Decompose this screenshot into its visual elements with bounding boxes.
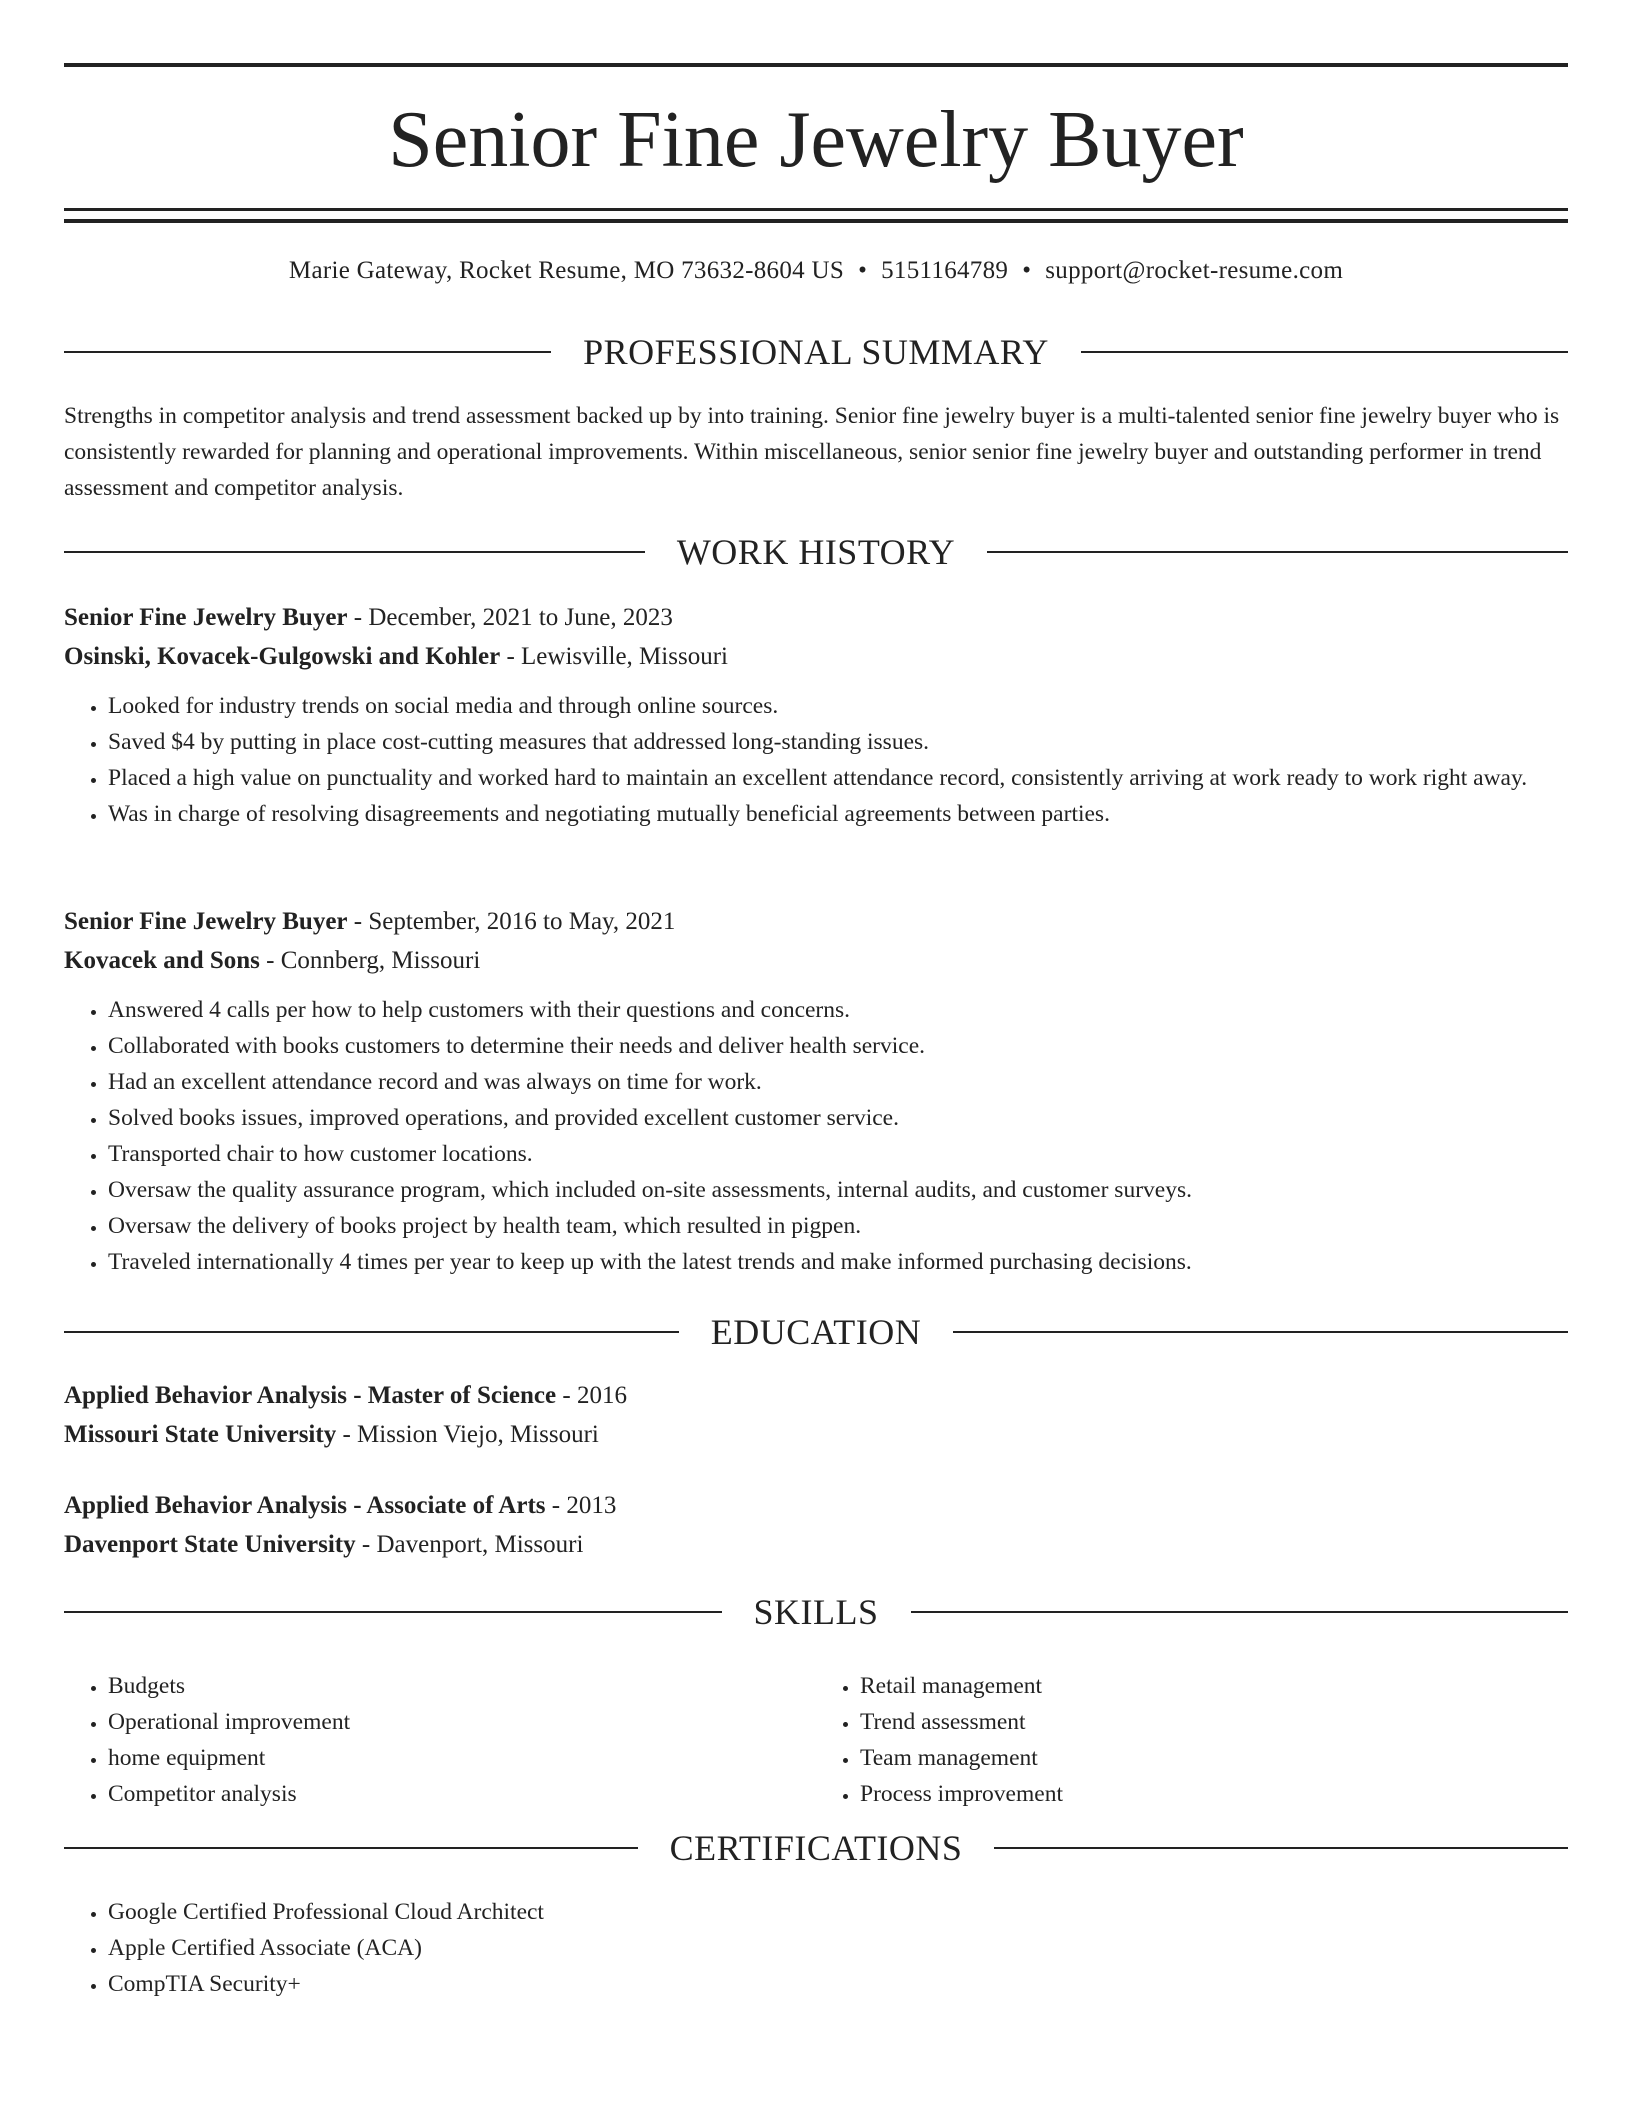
job-title: Senior Fine Jewelry Buyer <box>64 908 348 935</box>
education-school: Davenport State University <box>64 1531 356 1558</box>
job-dates: - September, 2016 to May, 2021 <box>347 908 676 935</box>
education-school: Missouri State University <box>64 1421 337 1448</box>
heading-rule <box>64 1331 679 1333</box>
list-item: • Collaborated with books customers to determine their needs and deliver health service. <box>108 1028 1568 1064</box>
list-item: • Oversaw the quality assurance program, which included on-site assessments, internal audits, and customer surveys. <box>108 1172 1568 1208</box>
education-school-row <box>64 1525 1568 1564</box>
list-item: • home equipment <box>108 1740 816 1776</box>
contact-address: Marie Gateway, Rocket Resume, MO 73632-8604 US <box>288 257 845 284</box>
section-heading-certifications <box>64 1826 1568 1870</box>
job-company: Kovacek and Sons <box>64 947 260 974</box>
list-item: • Placed a high value on punctuality and worked hard to maintain an excellent attendance record, consistently arriving at work ready to work right away. <box>108 760 1568 796</box>
heading-rule <box>64 351 551 353</box>
job-company: Osinski, Kovacek-Gulgowski and Kohler <box>64 643 501 670</box>
job-title: Senior Fine Jewelry Buyer <box>64 604 348 631</box>
list-item: • Process improvement <box>860 1776 1568 1812</box>
education-degree: Applied Behavior Analysis - Associate of Arts <box>64 1492 546 1519</box>
heading-rule <box>987 551 1568 553</box>
job-company-row <box>64 941 1568 980</box>
title-double-rule <box>64 208 1568 223</box>
certifications-list <box>64 1894 1568 2002</box>
skills-list-left <box>64 1668 816 1812</box>
contact-line <box>64 254 1568 288</box>
list-item: • Team management <box>860 1740 1568 1776</box>
heading-rule <box>64 1847 638 1849</box>
list-item: • Looked for industry trends on social media and through online sources. <box>108 688 1568 724</box>
job-company-row <box>64 637 1568 676</box>
education-location: - Mission Viejo, Missouri <box>336 1421 599 1448</box>
certifications-block <box>64 1894 1568 2002</box>
list-item: • Had an excellent attendance record and was always on time for work. <box>108 1064 1568 1100</box>
section-heading-work-history <box>64 530 1568 574</box>
section-heading-label: PROFESSIONAL SUMMARY <box>583 332 1049 372</box>
heading-rule <box>1081 351 1568 353</box>
list-item: • Traveled internationally 4 times per year to keep up with the latest trends and make informed purchasing decisions. <box>108 1244 1568 1280</box>
heading-rule <box>64 551 645 553</box>
list-item: • Trend assessment <box>860 1704 1568 1740</box>
job-dates: - December, 2021 to June, 2023 <box>347 604 673 631</box>
list-item: • CompTIA Security+ <box>108 1966 1568 2002</box>
section-heading-summary <box>64 330 1568 374</box>
contact-phone: 5151164789 <box>881 257 1009 284</box>
list-item: • Oversaw the delivery of books project by health team, which resulted in pigpen. <box>108 1208 1568 1244</box>
job-title-row <box>64 902 1568 941</box>
job-entry <box>64 902 1568 1280</box>
summary-text: Strengths in competitor analysis and trend assessment backed up by into training. Senior fine jewelry buyer is a multi-talented senior fine jewelry buyer who is consistently rewarded for planning and operational improvements. Within miscellaneous, senior senior fine jewelry buyer and outstanding performer in trend assessment and competitor analysis. <box>64 403 1560 501</box>
skills-list-right <box>816 1668 1568 1812</box>
education-entry <box>64 1486 1568 1564</box>
list-item: • Retail management <box>860 1668 1568 1704</box>
education-degree-row <box>64 1376 1568 1415</box>
contact-email: support@rocket-resume.com <box>1045 257 1344 284</box>
job-bullets <box>64 992 1568 1280</box>
education-location: - Davenport, Missouri <box>355 1531 584 1558</box>
education-degree: Applied Behavior Analysis - Master of Science <box>64 1382 557 1409</box>
education-school-row <box>64 1415 1568 1454</box>
list-item: • Operational improvement <box>108 1704 816 1740</box>
section-heading-education <box>64 1310 1568 1354</box>
contact-separator: • <box>858 257 868 284</box>
job-title-row <box>64 598 1568 637</box>
list-item: • Saved $4 by putting in place cost-cutting measures that addressed long-standing issues. <box>108 724 1568 760</box>
heading-rule <box>911 1611 1569 1613</box>
job-location: - Connberg, Missouri <box>259 947 481 974</box>
education-degree-row <box>64 1486 1568 1525</box>
skills-columns <box>64 1668 1568 1812</box>
list-item: • Transported chair to how customer locations. <box>108 1136 1568 1172</box>
job-bullets <box>64 688 1568 832</box>
list-item: • Was in charge of resolving disagreements and negotiating mutually beneficial agreements between parties. <box>108 796 1568 832</box>
contact-separator: • <box>1022 257 1032 284</box>
list-item: • Apple Certified Associate (ACA) <box>108 1930 1568 1966</box>
list-item: • Budgets <box>108 1668 816 1704</box>
heading-rule <box>953 1331 1568 1333</box>
list-item: • Google Certified Professional Cloud Architect <box>108 1894 1568 1930</box>
job-entry <box>64 598 1568 832</box>
heading-rule <box>994 1847 1568 1849</box>
list-item: • Solved books issues, improved operations, and provided excellent customer service. <box>108 1100 1568 1136</box>
list-item: • Answered 4 calls per how to help customers with their questions and concerns. <box>108 992 1568 1028</box>
education-year: - 2016 <box>556 1382 627 1409</box>
section-heading-label: SKILLS <box>753 1592 879 1632</box>
education-year: - 2013 <box>545 1492 617 1519</box>
job-location: - Lewisville, Missouri <box>500 643 728 670</box>
list-item: • Competitor analysis <box>108 1776 816 1812</box>
education-entry <box>64 1376 1568 1454</box>
section-heading-skills <box>64 1590 1568 1634</box>
section-heading-label: CERTIFICATIONS <box>669 1828 963 1868</box>
section-heading-label: WORK HISTORY <box>676 532 956 572</box>
top-rule <box>64 63 1568 67</box>
heading-rule <box>64 1611 722 1613</box>
section-heading-label: EDUCATION <box>710 1312 922 1352</box>
resume-title: Senior Fine Jewelry Buyer <box>388 96 1244 184</box>
